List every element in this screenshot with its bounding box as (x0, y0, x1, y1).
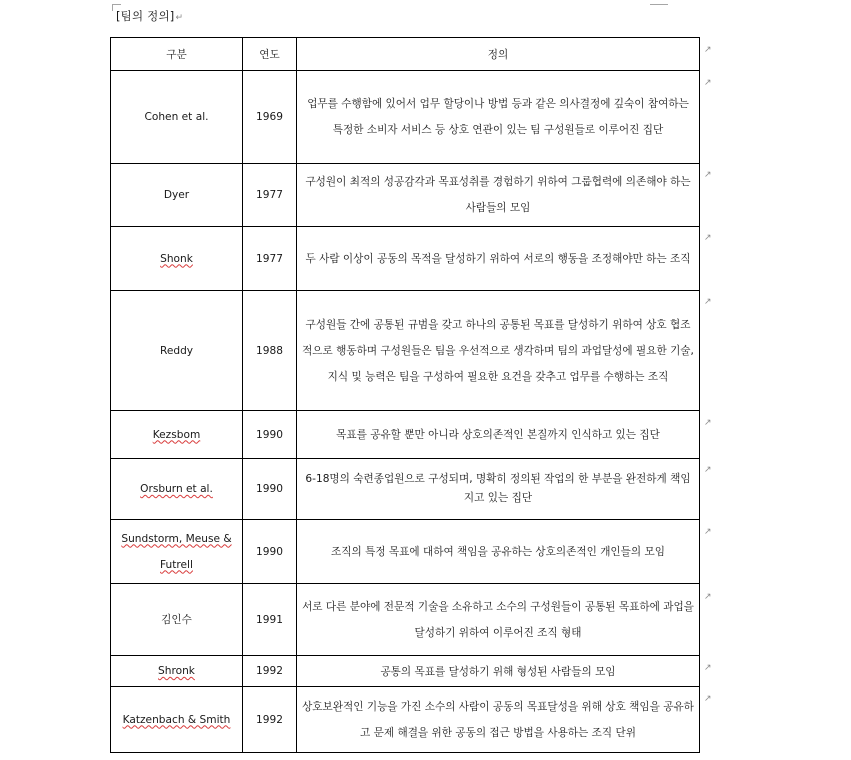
year-cell: 1992 (243, 656, 297, 687)
definition-cell: 구성원들 간에 공통된 규범을 갖고 하나의 공통된 목표를 달성하기 위하여 상호 협조적으로 행동하며 구성원들은 팀을 우선적으로 생각하며 팀의 과업달성에 필요한 기술, 지식 및 능력은 팀을 구성하여 필요한 요건을 갖추고 업무를 수행하는 조직 (297, 291, 700, 411)
header-category: 구분 (111, 38, 243, 71)
paragraph-mark-icon: ↵ (175, 13, 184, 23)
table-row (111, 227, 700, 291)
definition-cell: 서로 다른 분야에 전문적 기술을 소유하고 소수의 구성원들이 공통된 목표하에 과업을 달성하기 위하여 이루어진 조직 형태 (297, 584, 700, 656)
year-cell: 1992 (243, 687, 297, 753)
definition-cell: 목표를 공유할 뿐만 아니라 상호의존적인 본질까지 인식하고 있는 집단 (297, 411, 700, 459)
table-header-row (111, 38, 700, 71)
year-cell: 1988 (243, 291, 297, 411)
definition-cell: 6-18명의 숙련종업원으로 구성되며, 명확히 정의된 작업의 한 부분을 완전하게 책임지고 있는 집단 (297, 459, 700, 520)
table-row (111, 291, 700, 411)
author-cell: Kezsbom (111, 411, 243, 459)
year-cell: 1977 (243, 164, 297, 227)
definition-cell: 공통의 목표를 달성하기 위해 형성된 사람들의 모임 (297, 656, 700, 687)
header-year: 연도 (243, 38, 297, 71)
section-title (116, 8, 183, 24)
row-end-mark-icon: ↗ (704, 465, 712, 475)
row-end-mark-icon: ↗ (704, 592, 712, 602)
row-end-mark-icon: ↗ (704, 694, 712, 704)
team-definition-table (110, 37, 700, 753)
table-row (111, 411, 700, 459)
year-cell: 1990 (243, 411, 297, 459)
author-cell: Orsburn et al. (111, 459, 243, 520)
row-end-mark-icon: ↗ (704, 78, 712, 88)
table-row (111, 687, 700, 753)
row-end-mark-icon: ↗ (704, 233, 712, 243)
table-row (111, 164, 700, 227)
year-cell: 1990 (243, 459, 297, 520)
definition-cell: 업무를 수행함에 있어서 업무 할당이나 방법 등과 같은 의사결정에 깊숙이 참여하는 특정한 소비자 서비스 등 상호 연관이 있는 팀 구성원들로 이루어진 집단 (297, 71, 700, 164)
row-end-mark-icon: ↗ (704, 527, 712, 537)
author-cell: Shronk (111, 656, 243, 687)
year-cell: 1991 (243, 584, 297, 656)
author-cell: Shonk (111, 227, 243, 291)
table-row (111, 656, 700, 687)
definition-cell: 두 사람 이상이 공동의 목적을 달성하기 위하여 서로의 행동을 조정해야만 하는 조직 (297, 227, 700, 291)
row-end-mark-icon: ↗ (704, 45, 712, 55)
header-definition: 정의 (297, 38, 700, 71)
page-corner-mark-right (650, 4, 668, 11)
table-row (111, 459, 700, 520)
author-cell: 김인수 (111, 584, 243, 656)
definition-cell: 상호보완적인 기능을 가진 소수의 사람이 공동의 목표달성을 위해 상호 책임을 공유하고 문제 해결을 위한 공동의 접근 방법을 사용하는 조직 단위 (297, 687, 700, 753)
table-row (111, 71, 700, 164)
author-cell: Cohen et al. (111, 71, 243, 164)
row-end-mark-icon: ↗ (704, 170, 712, 180)
table-row (111, 584, 700, 656)
year-cell: 1969 (243, 71, 297, 164)
row-end-mark-icon: ↗ (704, 663, 712, 673)
row-end-mark-icon: ↗ (704, 297, 712, 307)
year-cell: 1990 (243, 520, 297, 584)
author-cell: Dyer (111, 164, 243, 227)
author-cell: Reddy (111, 291, 243, 411)
author-cell: Sundstorm, Meuse & Futrell (111, 520, 243, 584)
section-title-text: [팀의 정의] (116, 9, 175, 23)
definition-cell: 조직의 특정 목표에 대하여 책임을 공유하는 상호의존적인 개인들의 모임 (297, 520, 700, 584)
author-cell: Katzenbach & Smith (111, 687, 243, 753)
table-row (111, 520, 700, 584)
year-cell: 1977 (243, 227, 297, 291)
row-end-mark-icon: ↗ (704, 418, 712, 428)
definition-cell: 구성원이 최적의 성공감각과 목표성취를 경험하기 위하여 그룹협력에 의존해야 하는 사람들의 모임 (297, 164, 700, 227)
